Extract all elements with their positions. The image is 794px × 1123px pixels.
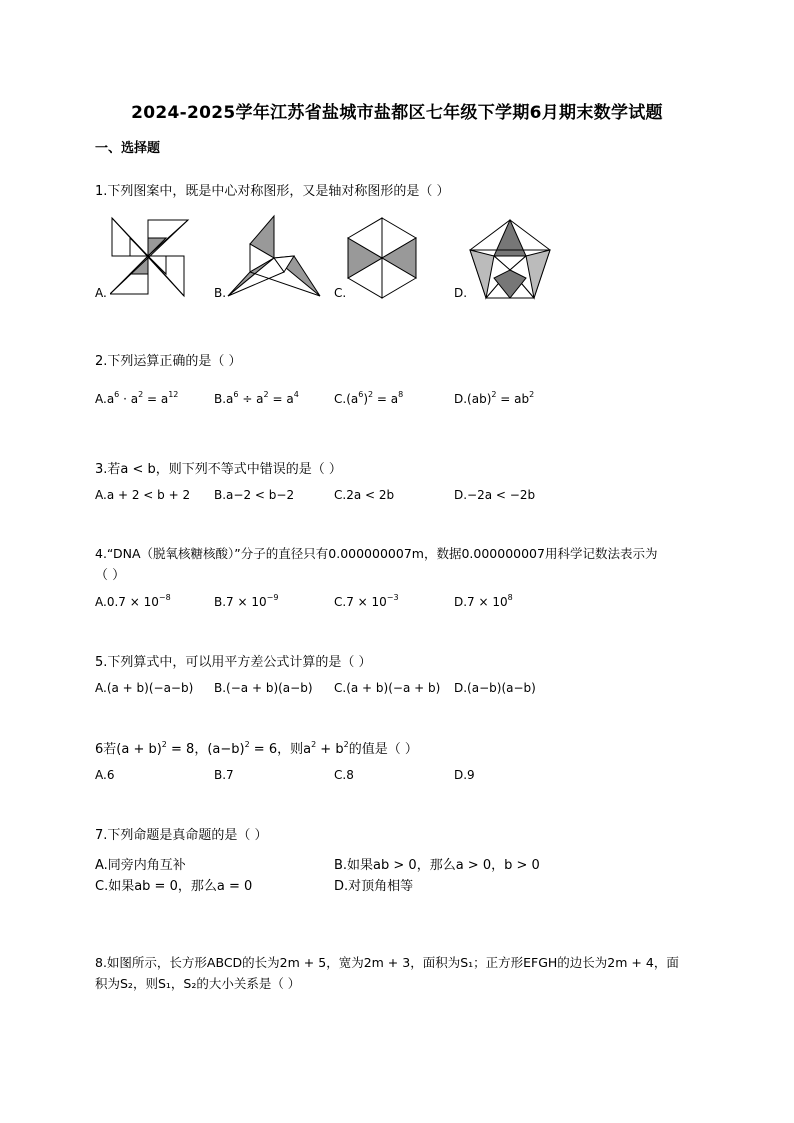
question-3-stem: 3.若a < b，则下列不等式中错误的是（ ） bbox=[95, 462, 342, 477]
q1-option-b-label: B. bbox=[214, 286, 227, 300]
question-8-stem-line2: 积为S₂，则S₁，S₂的大小关系是（ ） bbox=[95, 976, 301, 991]
figure-c-hexagon bbox=[342, 214, 422, 300]
q2-option-a: $A.a^6 \cdot a^2 = a^{12}$ bbox=[95, 390, 179, 406]
q3-option-b: B.a−2 < b−2 bbox=[214, 488, 295, 502]
question-4-stem-line2: （ ） bbox=[95, 568, 126, 583]
question-6-stem: 6若$(a + b)^2 = 8$，$(a-b)^2 = 6$，则$a^2 + b^2$的值是（ ） bbox=[95, 740, 418, 757]
q4-option-a: $A.0.7 \times 10^{-8}$ bbox=[95, 593, 171, 609]
q2-option-d: $D.(ab)^2 = ab^2$ bbox=[454, 390, 535, 406]
page-title: 2024-2025学年江苏省盐城市盐都区七年级下学期6月期末数学试题 bbox=[131, 103, 663, 123]
q6-option-c: C.8 bbox=[334, 768, 354, 782]
q1-option-c-label: C. bbox=[334, 286, 347, 300]
q7-option-d: D.对顶角相等 bbox=[334, 879, 414, 894]
q7-option-a: A.同旁内角互补 bbox=[95, 858, 186, 873]
q3-option-a: A.a + 2 < b + 2 bbox=[95, 488, 191, 502]
q4-option-d: $D.7 \times 10^8$ bbox=[454, 593, 513, 609]
question-5-stem: 5.下列算式中，可以用平方差公式计算的是（ ） bbox=[95, 655, 372, 670]
q7-option-b: B.如果ab > 0，那么a > 0，b > 0 bbox=[334, 858, 540, 873]
question-7-stem: 7.下列命题是真命题的是（ ） bbox=[95, 828, 268, 843]
section-heading: 一、选择题 bbox=[95, 141, 161, 156]
q7-option-c: C.如果ab = 0，那么a = 0 bbox=[95, 879, 253, 894]
figure-b-triad bbox=[224, 214, 324, 300]
question-1-stem: 1.下列图案中，既是中心对称图形，又是轴对称图形的是（ ） bbox=[95, 184, 450, 199]
q2-option-c: $C.(a^6)^2 = a^8$ bbox=[334, 390, 404, 406]
q6-option-b: B.7 bbox=[214, 768, 234, 782]
question-2-stem: 2.下列运算正确的是（ ） bbox=[95, 354, 242, 369]
q3-option-d: D.−2a < −2b bbox=[454, 488, 536, 502]
q5-option-b: B.(−a + b)(a−b) bbox=[214, 681, 313, 695]
q6-option-a: A.6 bbox=[95, 768, 115, 782]
figure-d-pentagon bbox=[464, 218, 556, 302]
question-4-stem-line1: 4.“DNA（脱氧核糖核酸）”分子的直径只有0.000000007m，数据0.000000007用科学记数法表示为 bbox=[95, 546, 658, 561]
figure-a-pinwheel bbox=[110, 214, 192, 300]
q6-option-d: D.9 bbox=[454, 768, 475, 782]
q4-option-c: $C.7 \times 10^{-3}$ bbox=[334, 593, 399, 609]
question-8-stem-line1: 8.如图所示，长方形ABCD的长为2m + 5，宽为2m + 3，面积为S₁；正方形EFGH的边长为2m + 4，面 bbox=[95, 955, 679, 970]
q4-option-b: $B.7 \times 10^{-9}$ bbox=[214, 593, 279, 609]
q5-option-a: A.(a + b)(−a−b) bbox=[95, 681, 194, 695]
q2-option-b: $B.a^6 \div a^2 = a^4$ bbox=[214, 390, 299, 406]
q1-option-a-label: A. bbox=[95, 286, 107, 300]
q5-option-c: C.(a + b)(−a + b) bbox=[334, 681, 441, 695]
q1-option-d-label: D. bbox=[454, 286, 468, 300]
q3-option-c: C.2a < 2b bbox=[334, 488, 395, 502]
q5-option-d: D.(a−b)(a−b) bbox=[454, 681, 536, 695]
